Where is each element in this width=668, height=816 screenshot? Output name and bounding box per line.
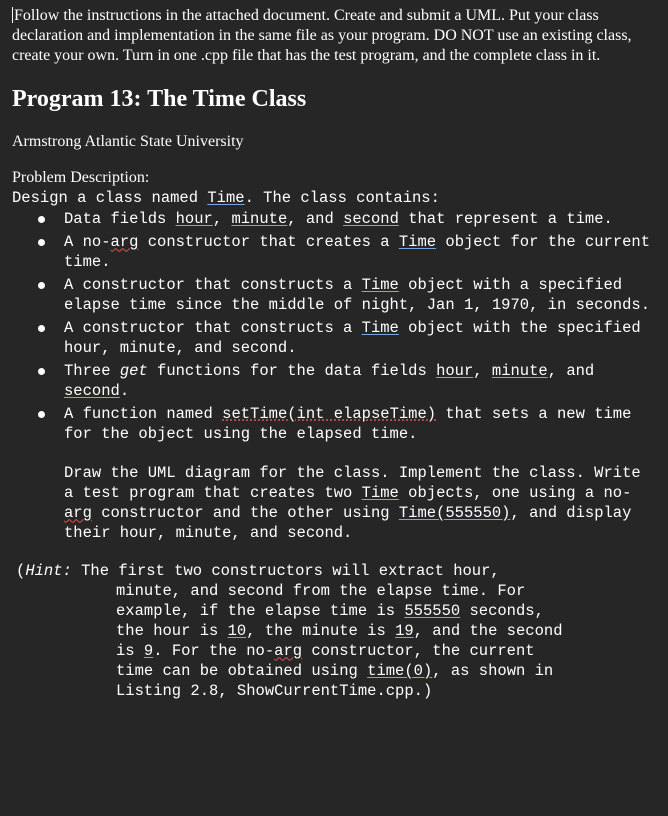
hint-l5a: is	[116, 641, 144, 660]
problem-description-label: Problem Description:	[12, 169, 150, 186]
design-pre: Design a class named	[12, 189, 208, 207]
b2-arg: arg	[110, 232, 139, 251]
hint-line-3	[12, 601, 656, 621]
b5-second: second	[64, 382, 120, 400]
list-item	[12, 275, 656, 316]
hint-label: Hint:	[25, 561, 72, 580]
b5-c2: , and	[547, 361, 595, 380]
list-item	[12, 361, 656, 402]
b3-post: object with a specified elapse time since the middle of night, Jan 1, 1970, in seconds.	[64, 275, 650, 314]
hint-l6fn: time(0)	[367, 661, 433, 680]
draw-mid2: constructor and the other using	[91, 503, 399, 522]
hint-l5c: constructor, the current	[302, 641, 535, 660]
intro-paragraph	[12, 6, 656, 66]
hint-l5b: . For the no-	[153, 641, 275, 660]
b6-pre: A function named	[64, 404, 223, 423]
hint-l5arg: arg	[274, 641, 303, 660]
b1-hour: hour	[175, 210, 213, 228]
b1-second: second	[343, 210, 399, 228]
intro-text: Follow the instructions in the attached document. Create and submit a UML. Put your class declaration and implementation in the same file as your program. DO NOT use an existing class, create your own. Turn in one .cpp file that has the test program, and the complete class in it.	[12, 7, 632, 64]
hint-l1: The first two constructors will extract hour,	[71, 561, 500, 580]
university-name: Armstrong Atlantic State University	[12, 133, 244, 150]
hint-l5s: 9	[143, 641, 154, 660]
hint-line-6	[12, 661, 656, 681]
b2-time: Time	[398, 232, 437, 251]
draw-pre: Draw the UML diagram for the class. Implement the class. Write a test program that creates two	[64, 463, 641, 502]
list-item	[12, 232, 656, 273]
hint-l4a: the hour is	[116, 621, 228, 640]
page-title: Program 13: The Time Class	[12, 86, 307, 112]
text-cursor	[12, 7, 13, 23]
hint-l3b: seconds,	[460, 601, 544, 620]
draw-time: Time	[361, 483, 399, 502]
b1-pre: Data fields	[64, 210, 176, 228]
list-item	[12, 209, 656, 230]
class-name-time: Time	[207, 189, 245, 207]
hint-line-1	[12, 561, 656, 581]
b5-pre: Three	[64, 361, 120, 380]
b6-post: that sets a new time for the object using the elapsed time.	[64, 404, 632, 443]
draw-arg: arg	[64, 503, 92, 522]
hint-line-4	[12, 621, 656, 641]
hint-l4h: 10	[227, 621, 247, 640]
draw-mid1: objects, one using a no-	[398, 483, 632, 502]
hint-l6a: time can be obtained using	[116, 661, 368, 680]
b4-pre: A constructor that constructs a	[64, 318, 362, 337]
hint-l4b: , the minute is	[246, 621, 396, 640]
hint-block	[12, 561, 656, 701]
draw-paragraph	[12, 463, 656, 543]
hint-line-7: Listing 2.8, ShowCurrentTime.cpp.)	[116, 681, 433, 700]
b2-pre: A no-	[64, 232, 111, 251]
b1-post: that represent a time.	[398, 210, 613, 228]
draw-call: Time(555550)	[398, 503, 511, 522]
b3-pre: A constructor that constructs a	[64, 275, 362, 294]
design-post: . The class contains:	[244, 189, 440, 207]
hint-line-5	[12, 641, 656, 661]
b5-post: .	[119, 382, 130, 400]
b2-mid: constructor that creates a	[138, 232, 399, 251]
b6-settime: setTime(int elapseTime)	[222, 404, 437, 423]
b4-time: Time	[361, 318, 399, 337]
b1-minute: minute	[231, 210, 288, 228]
draw-post: , and display their hour, minute, and second.	[64, 503, 632, 542]
b5-minute: minute	[491, 361, 548, 380]
hint-l6b: , as shown in	[432, 661, 554, 680]
hint-l3num: 555550	[404, 601, 461, 620]
hint-line-2: minute, and second from the elapse time. For	[116, 581, 526, 600]
b1-c2: , and	[287, 210, 344, 228]
hint-open: (	[16, 561, 26, 580]
b5-mid: functions for the data fields	[147, 361, 437, 380]
b3-time: Time	[361, 275, 399, 294]
b4-post: object with the specified hour, minute, and second.	[64, 318, 641, 357]
b5-get: get	[119, 361, 148, 380]
b5-c1: ,	[473, 361, 492, 380]
hint-l4c: , and the second	[413, 621, 563, 640]
b1-c1: ,	[212, 210, 232, 228]
b2-post: object for the current time.	[64, 232, 651, 271]
list-item	[12, 318, 656, 359]
hint-l4m: 19	[395, 621, 414, 640]
list-item	[12, 404, 656, 445]
b5-hour: hour	[436, 361, 474, 380]
requirements-list	[12, 209, 656, 445]
hint-l3a: example, if the elapse time is	[116, 601, 405, 620]
design-line	[12, 188, 656, 209]
